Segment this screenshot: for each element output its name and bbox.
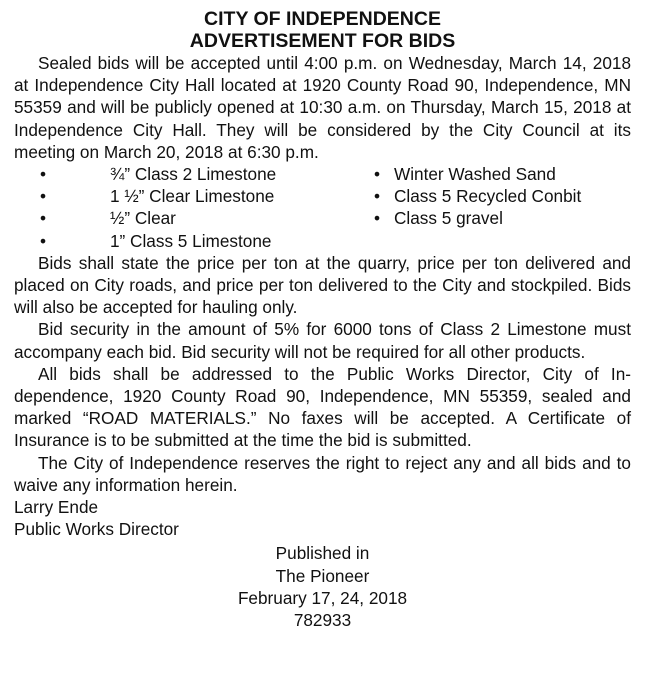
bullet-icon: • [40,164,47,185]
material-label: 1” Class 5 Limestone [110,230,272,251]
list-item [14,230,374,252]
signatory-title: Public Works Director [14,519,179,540]
bullet-icon: • [374,186,381,207]
bid-security-paragraph: Bid security in the amount of 5% for 6000 tons of Class 2 Limestone must accompany each bid. Bid security will not be required for all other products. [14,319,631,362]
material-label: ½” Clear [110,208,176,229]
material-label: Class 5 gravel [394,208,503,229]
publication-info [14,542,631,631]
bullet-icon: • [40,208,47,229]
notice-title [14,8,631,52]
bullet-icon: • [374,164,381,185]
bullet-icon: • [40,186,47,207]
bullet-icon: • [374,208,381,229]
list-item [374,185,581,207]
list-item [374,163,581,185]
publication-dates: February 17, 24, 2018 [237,587,408,608]
intro-paragraph: Sealed bids will be accepted until 4:00 p.m. on Wednesday, March 14, 2018 at Independence City Hall located at 1920 County Road 90, Independence, MN 55359 and will be publicly opened at 10:30 a.m. on Thursday, March 15, 2018 at Independence City Hall. They will be considered by the City Council at its meeting on March 20, 2018 at 6:30 p.m. [14,53,631,162]
material-label: ¾” Class 2 Limestone [110,164,277,185]
reservation-paragraph: The City of Independence reserves the right to reject any and all bids and to waive any information herein. [14,452,631,495]
materials-column-right [374,163,581,252]
list-item [14,185,374,207]
materials-list [14,163,631,252]
pricing-paragraph: Bids shall state the price per ton at the quarry, price per ton delivered and placed on City roads, and price per ton delivered to the City and stockpiled. Bids will also be accepted for hauling only. [14,252,631,318]
notice-id: 782933 [293,610,352,631]
title-line-2: ADVERTISEMENT FOR BIDS [189,30,456,52]
signature-block [14,496,631,540]
list-item [374,207,581,229]
newspaper-name: The Pioneer [275,565,370,586]
material-label: Class 5 Recycled Conbit [394,186,582,207]
material-label: 1 ½” Clear Limestone [110,186,275,207]
signatory-name: Larry Ende [14,497,99,518]
published-in-label: Published in [275,543,370,564]
bullet-icon: • [40,230,47,251]
list-item [14,207,374,229]
material-label: Winter Washed Sand [394,164,556,185]
title-line-1: CITY OF INDEPENDENCE [204,8,441,30]
submission-paragraph: All bids shall be addressed to the Public Works Director, City of Independence, 1920 County Road 90, Independence, MN 55359, sealed and marked “ROAD MATERIALS.” No faxes will be accepted. A Certificate of Insurance is to be submitted at the time the bid is submitted. [14,363,631,451]
materials-column-left [14,163,374,252]
list-item [14,163,374,185]
